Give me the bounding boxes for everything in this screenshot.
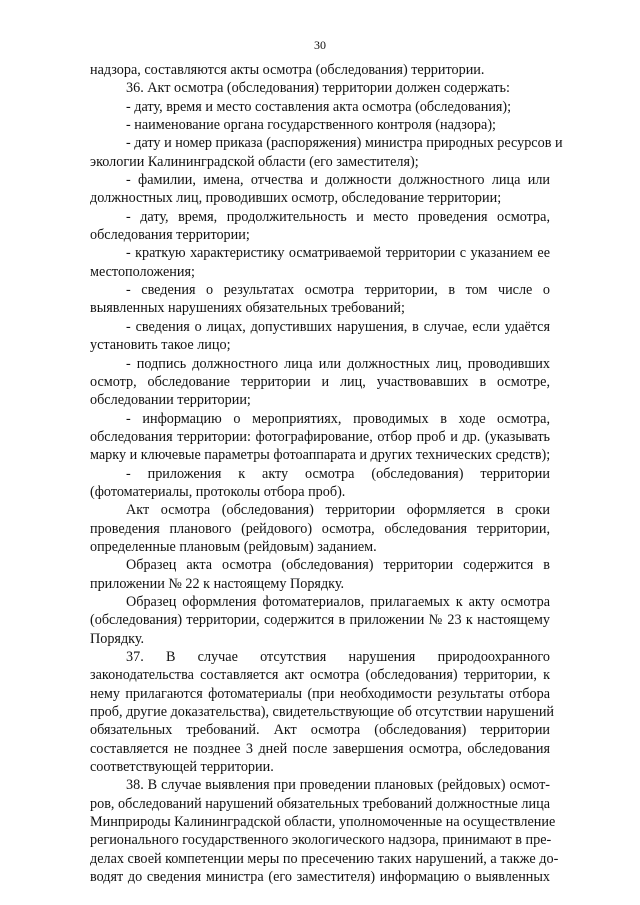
text-line: составляется не позднее 3 дней после завершения осмотра, обследования — [90, 740, 550, 757]
text-line: экологии Калининградской области (его заместителя); — [90, 153, 419, 170]
text-line: обследовании территории; — [90, 392, 251, 409]
text-line: Минприроды Калининградской области, уполномоченные на осуществление — [90, 814, 556, 831]
text-line: надзора, составляются акты осмотра (обследования) территории. — [90, 62, 485, 78]
text-line: ров, обследований нарушений обязательных требований должностные лица — [90, 795, 550, 812]
text-line: приложении № 22 к настоящему Порядку. — [90, 575, 345, 592]
text-line: - краткую характеристику осматриваемой территории с указанием ее — [126, 245, 550, 262]
text-line: установить такое лицо; — [90, 337, 231, 354]
text-line: Образец оформления фотоматериалов, прилагаемых к акту осмотра — [126, 593, 550, 610]
text-line: марку и ключевые параметры фотоаппарата и других технических средств); — [90, 447, 551, 464]
text-line: соответствующей территории. — [90, 759, 274, 776]
text-line: - дату, время, продолжительность и место проведения осмотра, — [126, 208, 550, 225]
page-number: 30 — [314, 38, 326, 52]
text-line: обязательных требований. Акт осмотра (обследования) территории — [90, 722, 550, 739]
text-line: - дату и номер приказа (распоряжения) министра природных ресурсов и — [126, 135, 563, 152]
text-line: - дату, время и место составления акта осмотра (обследования); — [126, 98, 512, 115]
text-line: обследования территории; — [90, 227, 250, 244]
text-line: Акт осмотра (обследования) территории оформляется в сроки — [126, 502, 550, 519]
text-line: - приложения к акту осмотра (обследования) территории — [126, 465, 550, 482]
text-line: (фотоматериалы, протоколы отбора проб). — [90, 483, 346, 500]
text-line: - информацию о мероприятиях, проводимых в ходе осмотра, — [126, 410, 550, 427]
text-line: местоположения; — [90, 263, 195, 280]
text-line: 37. В случае отсутствия нарушения природоохранного — [126, 649, 550, 665]
text-line: осмотр, обследование территории и лиц, участвовавших в осмотре, — [90, 373, 550, 390]
text-line: регионального государственного экологического надзора, принимают в пре- — [90, 832, 552, 849]
text-line: (обследования) территории, содержится в приложении № 23 к настоящему — [90, 612, 550, 629]
text-line: Образец акта осмотра (обследования) территории содержится в — [126, 557, 550, 574]
text-line: - сведения о лицах, допустивших нарушения, в случае, если удаётся — [126, 318, 550, 335]
text-line: нему прилагаются фотоматериалы (при необходимости результаты отбора — [90, 685, 550, 702]
text-line: законодательства составляется акт осмотра (обследования) территории, к — [90, 667, 550, 684]
text-line: проб, другие доказательства), свидетельствующие об отсутствии нарушений — [90, 704, 555, 721]
text-line: 38. В случае выявления при проведении плановых (рейдовых) осмот- — [126, 777, 550, 794]
text-line: 36. Акт осмотра (обследования) территории должен содержать: — [126, 80, 510, 97]
text-line: проведения планового (рейдового) осмотра, обследования территории, — [90, 520, 550, 537]
document-body — [90, 61, 563, 886]
text-line: - наименование органа государственного контроля (надзора); — [126, 117, 496, 134]
text-line: обследования территории: фотографирование, отбор проб и др. (указывать — [90, 428, 550, 445]
text-line: определенные плановым (рейдовым) заданием. — [90, 538, 377, 555]
text-line: Порядку. — [90, 630, 145, 647]
text-line: выявленных нарушениях обязательных требований; — [90, 300, 405, 317]
text-line: делах своей компетенции меры по пресечению таких нарушений, а также до- — [90, 850, 559, 867]
text-line: - подпись должностного лица или должностных лиц, проводивших — [126, 355, 550, 372]
text-line: - фамилии, имена, отчества и должности должностного лица или — [126, 172, 550, 189]
text-line: - сведения о результатах осмотра территории, в том числе о — [126, 282, 550, 299]
text-line: водят до сведения министра (его заместителя) информацию о выявленных — [90, 869, 550, 886]
text-line: должностных лиц, проводивших осмотр, обследование территории; — [90, 190, 502, 207]
